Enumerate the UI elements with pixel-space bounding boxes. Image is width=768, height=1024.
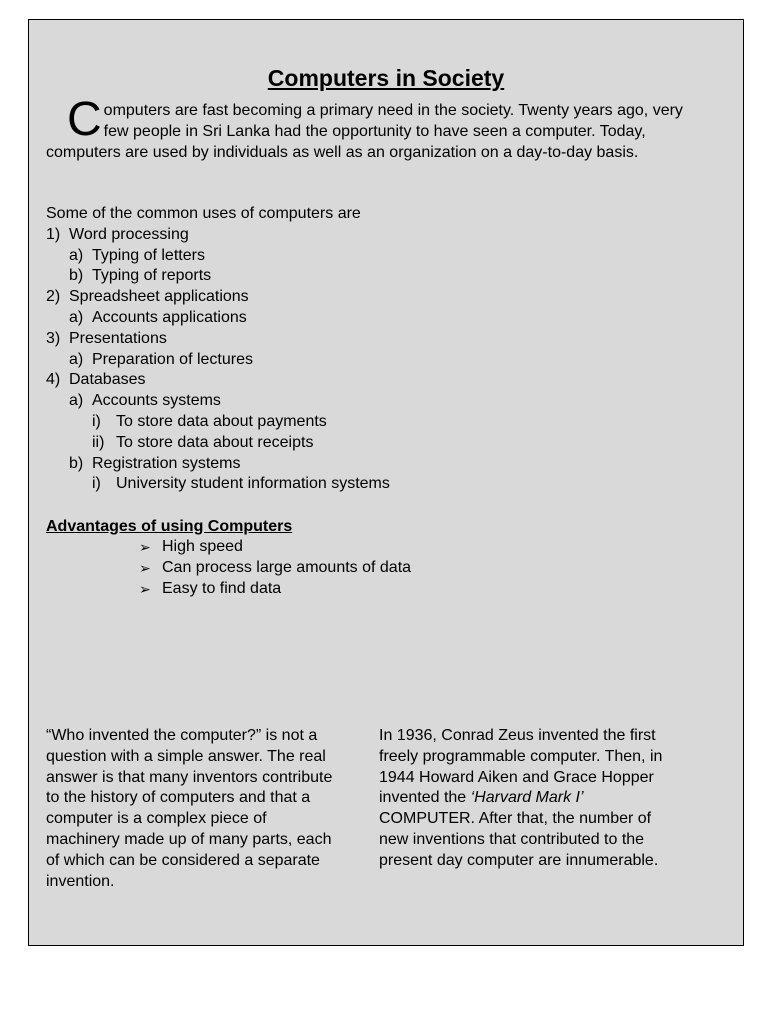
list-item-text: Spreadsheet applications [69, 288, 249, 306]
list-marker: 1) [46, 225, 61, 243]
list-item [46, 350, 706, 371]
advantage-text: Easy to find data [162, 579, 282, 597]
list-item-text: Typing of reports [92, 267, 212, 285]
list-marker: b) [69, 267, 84, 285]
list-marker: i) [92, 475, 101, 493]
list-item [46, 246, 706, 267]
list-marker: a) [69, 308, 84, 326]
uses-intro-text: Some of the common uses of computers are [46, 205, 361, 222]
list-item-text: University student information systems [116, 475, 390, 493]
list-item-text: Preparation of lectures [92, 350, 253, 368]
list-item [46, 412, 706, 433]
list-marker: a) [69, 392, 84, 410]
list-marker: 4) [46, 371, 61, 389]
right-column-text-start: In 1936, Conrad Zeus invented the first freely programmable computer. Then, in 1944 Howard Aiken and Grace Hopper invented the [379, 727, 663, 807]
list-marker: a) [69, 350, 84, 368]
list-item [46, 474, 706, 495]
left-column-paragraph: “Who invented the computer?” is not a question with a simple answer. The real answer is that many inventors contribute to the history of computers and that a computer is a complex piece of machinery made up of many parts, each of which can be considered a separate invention. [46, 727, 333, 890]
list-item-text: Presentations [69, 329, 167, 347]
arrow-bullet-icon: ➢ [139, 539, 151, 555]
list-marker: ii) [92, 433, 105, 451]
list-item [46, 433, 706, 454]
list-item [46, 266, 706, 287]
advantage-text: Can process large amounts of data [162, 558, 412, 576]
list-item-text: Registration systems [92, 454, 241, 472]
list-item [46, 329, 706, 350]
list-item-text: Accounts applications [92, 308, 247, 326]
intro-text: omputers are fast becoming a primary need in the society. Twenty years ago, very few people in Sri Lanka had the opportunity to have seen a computer. Today, computers are used by individuals as well as an organization on a day-to-day basis. [46, 102, 683, 161]
list-item [46, 225, 706, 246]
list-marker: b) [69, 454, 84, 472]
list-item [46, 308, 706, 329]
advantage-item [139, 579, 411, 600]
list-item-text: To store data about payments [116, 412, 327, 430]
list-marker: 3) [46, 329, 61, 347]
advantages-heading: Advantages of using Computers [46, 518, 293, 535]
arrow-bullet-icon: ➢ [139, 559, 151, 576]
list-item [46, 391, 706, 412]
intro-paragraph [46, 93, 686, 163]
list-item [46, 454, 706, 475]
document-title: Computers in Society [267, 65, 505, 91]
right-column-text-end: COMPUTER. After that, the number of new inventions that contributed to the present day computer are innumerable. [379, 810, 659, 869]
drop-cap-letter: C [67, 93, 102, 146]
list-marker: a) [69, 246, 84, 264]
document-page [28, 19, 744, 946]
arrow-bullet-icon: ➢ [139, 580, 151, 597]
harvard-mark-emphasis: ‘Harvard Mark I’ [470, 789, 584, 807]
list-item-text: Typing of letters [92, 246, 205, 264]
list-item-text: Word processing [69, 225, 189, 243]
right-column-paragraph [379, 726, 671, 872]
advantage-text: High speed [162, 538, 243, 555]
advantages-list [139, 537, 411, 599]
advantage-item [139, 537, 411, 558]
list-marker: i) [92, 412, 101, 430]
list-item [46, 287, 706, 308]
list-item-text: Databases [69, 371, 146, 389]
list-item-text: Accounts systems [92, 392, 221, 410]
common-uses-section [46, 204, 706, 495]
list-item-text: To store data about receipts [116, 433, 314, 451]
list-item [46, 370, 706, 391]
advantage-item [139, 558, 411, 579]
list-marker: 2) [46, 288, 61, 306]
